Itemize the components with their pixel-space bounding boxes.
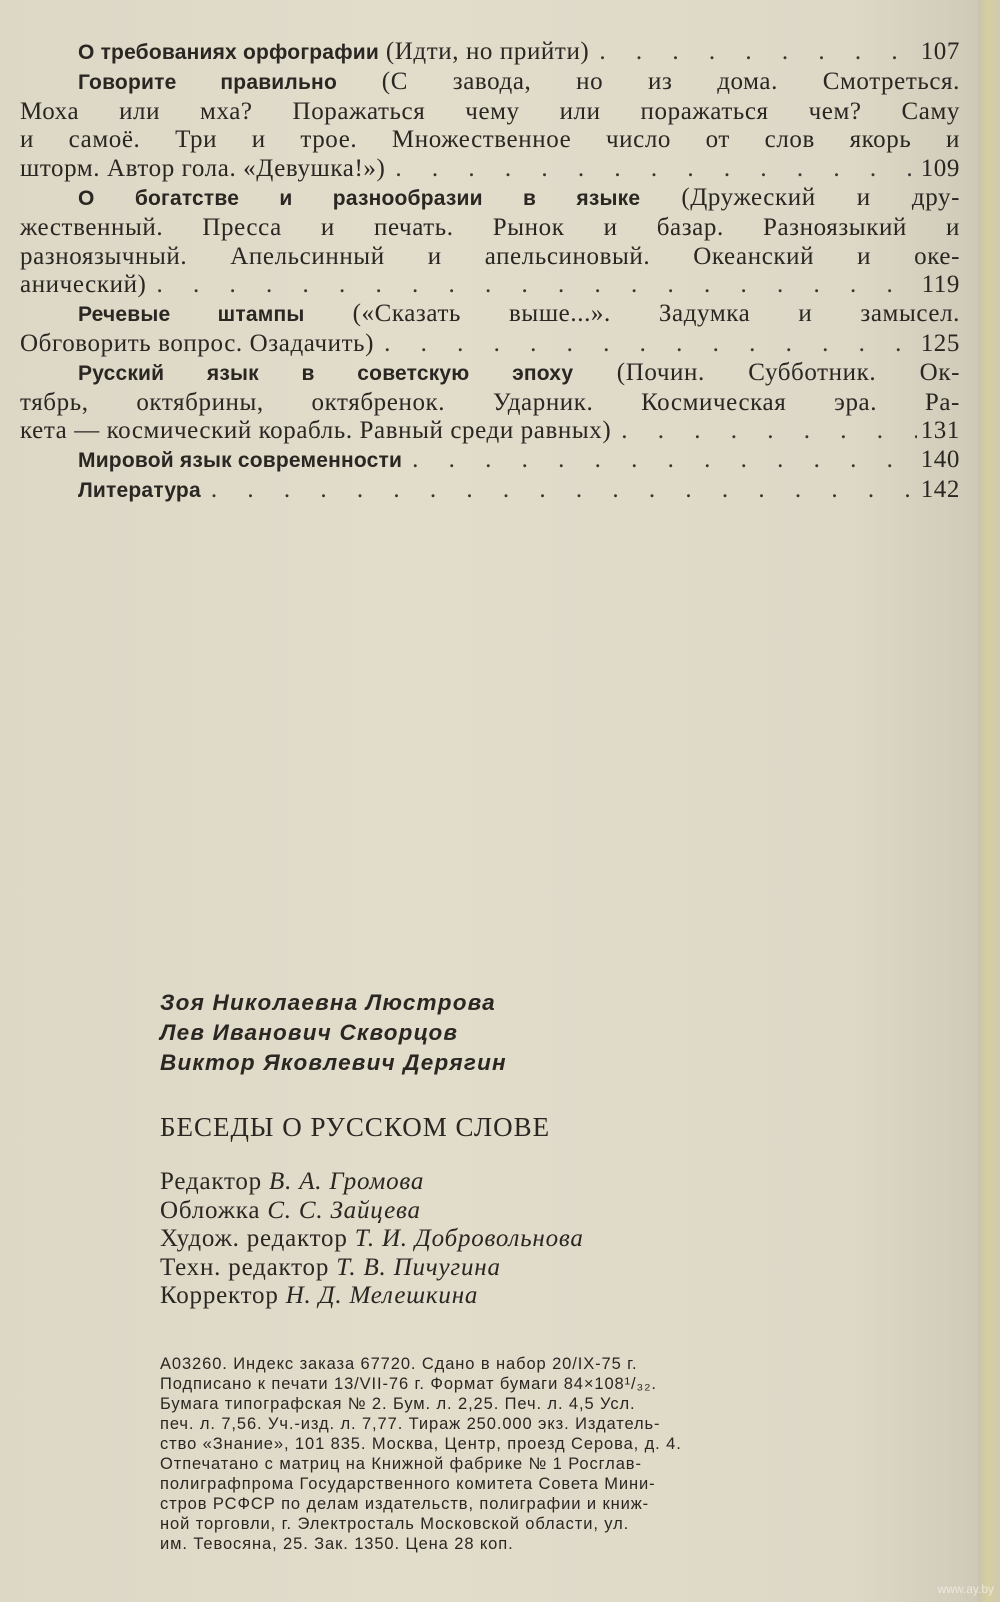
imprint-line: полиграфпрома Государственного комитета Совета Мини- bbox=[160, 1475, 656, 1493]
watermark: www.ay.by bbox=[937, 1582, 994, 1596]
credit-role: Корректор bbox=[160, 1282, 279, 1309]
credit-person: Т. В. Пичугина bbox=[336, 1253, 501, 1281]
toc-entry-text: (Идти, но прийти) bbox=[385, 38, 590, 65]
toc-page-number: 107 bbox=[920, 38, 960, 65]
table-of-contents bbox=[20, 38, 960, 506]
imprint-line: Бумага типографская № 2. Бум. л. 2,25. Печ. л. 4,5 Усл. bbox=[160, 1395, 636, 1413]
credit-line bbox=[160, 1225, 584, 1254]
credits-list bbox=[160, 1168, 584, 1311]
toc-entry-text: (Дружеский и дру- bbox=[681, 183, 960, 211]
credit-line bbox=[160, 1254, 584, 1283]
toc-entry bbox=[20, 68, 960, 184]
leader-dots bbox=[146, 271, 917, 300]
credit-role: Худож. редактор bbox=[160, 1225, 348, 1252]
credit-person: В. А. Громова bbox=[269, 1168, 425, 1195]
toc-entry-text: тябрь, октябрины, октябренок. Ударник. Космическая эра. Ра- bbox=[20, 388, 960, 416]
authors-list bbox=[160, 988, 507, 1078]
toc-entry bbox=[20, 184, 960, 300]
credit-line bbox=[160, 1282, 584, 1311]
toc-entry-text: Моха или мха? Поражаться чему или поражаться чем? Саму bbox=[20, 97, 960, 125]
imprint-line: им. Тевосяна, 25. Зак. 1350. Цена 28 коп. bbox=[160, 1535, 514, 1553]
imprint-line: А03260. Индекс заказа 67720. Сдано в набор 20/IX-75 г. bbox=[160, 1355, 638, 1373]
toc-page-number: 140 bbox=[920, 446, 960, 474]
toc-entry-text: (С завода, но из дома. Смотреться. bbox=[381, 67, 961, 95]
leader-dots bbox=[611, 417, 916, 446]
imprint-block bbox=[160, 1354, 810, 1554]
toc-page-number: 119 bbox=[921, 271, 960, 299]
toc-page-number: 125 bbox=[920, 329, 960, 357]
toc-entry-text: кета — космический корабль. Равный среди равных) bbox=[20, 417, 612, 445]
toc-entry-title: О требованиях орфографии bbox=[78, 41, 379, 64]
toc-entry bbox=[20, 446, 960, 476]
imprint-line: Подписано к печати 13/VII-76 г. Формат бумаги 84×108¹/₃₂. bbox=[160, 1375, 657, 1393]
credit-role: Техн. редактор bbox=[160, 1253, 330, 1281]
credit-person: Н. Д. Мелешкина bbox=[285, 1282, 479, 1309]
toc-entry-title: Речевые штампы bbox=[78, 303, 305, 327]
toc-entry-text: жественный. Пресса и печать. Рынок и базар. Разноязыкий и bbox=[20, 213, 960, 241]
toc-entry bbox=[20, 476, 960, 506]
credit-role: Обложка bbox=[160, 1196, 261, 1224]
leader-dots bbox=[589, 38, 916, 67]
author-name: Зоя Николаевна Люстрова bbox=[160, 990, 496, 1015]
toc-entry-text: («Сказать выше...». Задумка и замысел. bbox=[352, 300, 961, 328]
imprint-line: печ. л. 7,56. Уч.-изд. л. 7,77. Тираж 250.000 экз. Издатель- bbox=[160, 1415, 661, 1433]
author-name: Виктор Яковлевич Дерягин bbox=[160, 1050, 507, 1075]
leader-dots bbox=[374, 330, 917, 359]
toc-entry-text: Обговорить вопрос. Озадачить) bbox=[20, 329, 375, 357]
credit-person: Т. И. Добровольнова bbox=[354, 1225, 584, 1252]
author-name: Лев Иванович Скворцов bbox=[160, 1020, 459, 1045]
toc-entry-title: Мировой язык современности bbox=[78, 449, 403, 473]
credit-line bbox=[160, 1168, 584, 1197]
credit-person: С. С. Зайцева bbox=[267, 1196, 421, 1224]
toc-entry-title: Говорите правильно bbox=[78, 70, 337, 94]
page-edge bbox=[978, 0, 1000, 1602]
toc-entry bbox=[20, 300, 960, 359]
credit-role: Редактор bbox=[160, 1168, 262, 1195]
leader-dots bbox=[385, 155, 916, 184]
toc-entry-title: Литература bbox=[78, 478, 201, 502]
toc-entry-text: (Почин. Субботник. Ок- bbox=[616, 358, 961, 386]
toc-entry-text: и самоё. Три и трое. Множественное число от слов якорь и bbox=[20, 126, 960, 154]
leader-dots bbox=[201, 476, 917, 505]
imprint-line: ной торговли, г. Электросталь Московской области, ул. bbox=[160, 1515, 630, 1533]
toc-entry-title: О богатстве и разнообразии в языке bbox=[78, 186, 641, 210]
leader-dots bbox=[402, 446, 917, 475]
toc-entry bbox=[20, 359, 960, 446]
toc-entry-text: шторм. Автор гола. «Девушка!») bbox=[20, 155, 386, 183]
imprint-line: Отпечатано с матриц на Книжной фабрике № 1 Росглав- bbox=[160, 1455, 642, 1473]
imprint-line: стров РСФСР по делам издательств, полиграфии и книж- bbox=[160, 1495, 650, 1513]
toc-page-number: 142 bbox=[920, 475, 960, 503]
toc-entry-title: Русский язык в советскую эпоху bbox=[78, 361, 574, 385]
toc-entry-text: анический) bbox=[20, 271, 147, 299]
imprint-line: ство «Знание», 101 835. Москва, Центр, проезд Серова, д. 4. bbox=[160, 1435, 682, 1453]
toc-page-number: 109 bbox=[920, 155, 960, 183]
toc-page-number: 131 bbox=[920, 417, 960, 445]
toc-entry-text: разноязычный. Апельсинный и апельсиновый. Океанский и оке- bbox=[20, 242, 960, 270]
book-title: БЕСЕДЫ О РУССКОМ СЛОВЕ bbox=[160, 1112, 551, 1142]
toc-entry bbox=[20, 38, 960, 68]
credit-line bbox=[160, 1197, 584, 1226]
